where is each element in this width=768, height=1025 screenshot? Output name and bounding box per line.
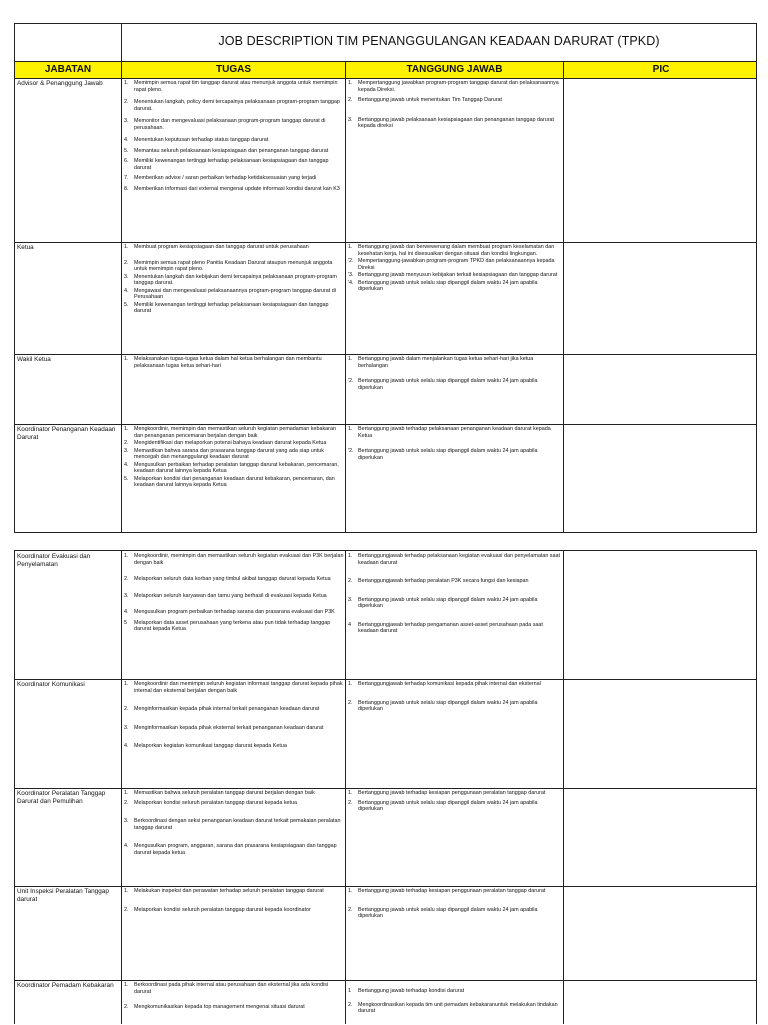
tugas-cell — [122, 887, 344, 913]
item-text: Menginformasikan kepada pihak eksternal terkait penanganan keadaan darurat — [134, 724, 324, 731]
list-item — [122, 274, 344, 287]
item-text: Bertanggung jawab terhadap kesiapan penggunaan peralatan tanggap darurat — [358, 790, 546, 796]
list-item — [346, 681, 562, 688]
item-text: Bertanggungjawab terhadap komunikasi kepada pihak internal dan eksternal — [358, 681, 541, 687]
item-text: Bertanggung jawab dan berwewenang dalam membuat program keselamatan dan kesehatan kerja, hal ini disesuaikan dengan situasi dan kondisi lingkungan. — [358, 244, 555, 257]
item-number: 1. — [348, 80, 353, 86]
item-text: Bertanggung jawab untuk selalu siap dipanggil dalam waktu 24 jam apabila diperlukan — [358, 596, 538, 609]
list-item — [122, 158, 344, 171]
table-row — [15, 789, 756, 886]
list-item — [346, 97, 562, 104]
item-number: 1. — [124, 790, 129, 796]
item-text: Melaporkan seluruh data korban yang timbul akibat tanggap darurat kepada Ketua — [134, 576, 331, 582]
list-item — [122, 790, 344, 797]
list-item — [122, 175, 344, 182]
jabatan-cell: Ketua — [17, 244, 34, 251]
list-item — [122, 137, 344, 144]
jabatan-cell: Koordinator Komunikasi — [17, 681, 85, 688]
item-text: Bertanggungjawab terhadap peralatan P3K secara fungsi dan kesiapan — [358, 578, 529, 584]
header-tanggung-jawab: TANGGUNG JAWAB — [406, 64, 503, 75]
item-number: 7. — [124, 175, 129, 181]
item-text: Mengusulkan program perbaikan terhadap sarana dan prasarana evakuasi dan P3K — [134, 609, 335, 615]
list-item — [346, 117, 562, 130]
item-number: 6. — [124, 158, 129, 164]
item-number: 2. — [348, 578, 353, 584]
item-number: 1. — [348, 888, 353, 894]
item-number: 3. — [124, 818, 129, 824]
item-number: 4. — [124, 843, 129, 849]
tugas-cell — [122, 981, 344, 1011]
list-item — [122, 302, 344, 315]
item-number: 2. — [124, 576, 129, 582]
list-item — [122, 706, 344, 713]
item-number: 2. — [124, 906, 129, 913]
table-row — [15, 355, 756, 424]
item-text: Memantau seluruh pelaksanaan kesiapsiagaan dan penanganan tanggap darurat — [134, 147, 329, 154]
item-text: Mengidentifikasi dan melaporkan potensi bahaya keadaan darurat kepada Ketua — [134, 440, 327, 446]
item-number: 2. — [124, 799, 129, 806]
item-text: Bertanggung jawab terhadap kondisi darurat — [358, 988, 465, 994]
item-number: 5. — [124, 301, 129, 308]
tugas-cell — [122, 425, 344, 489]
item-text: Mengkoordinir dan memimpin seluruh kegiatan informasi tanggap darurat kepada pihak internal dan eksternal berjalan dengan baik — [134, 681, 343, 694]
list-item — [122, 476, 344, 489]
item-text: Menginformasikan kepada pihak internal terkait penanganan keadaan darurat — [134, 706, 320, 712]
tanggung-jawab-cell — [346, 243, 562, 293]
item-text: Mengusulkan perbaikan terhadap peralatan tanggap darurat kebakaran, pencemaran, keadaan darurat lainnya kepada Ketua — [134, 461, 339, 474]
list-item — [122, 448, 344, 461]
tugas-cell — [122, 789, 344, 856]
item-text: Bertanggung jawab untuk selalu siap dipanggil dalam waktu 24 jam apabila diperlukan — [358, 378, 538, 391]
jabatan-cell: Advisor & Penanggung Jawab — [17, 80, 103, 87]
list-item — [346, 80, 562, 93]
list-item — [346, 907, 562, 920]
item-number: '2. — [348, 258, 354, 264]
table-row — [15, 79, 756, 242]
table-page-2 — [14, 550, 757, 1024]
item-text: Melaporkan kondisi dari penanganan keadaan darurat kebakaran, pencemaran, dan keadaan darurat lainnya kepada Ketua — [134, 475, 335, 488]
tanggung-jawab-cell — [346, 981, 562, 1015]
item-number: 2. — [348, 699, 353, 706]
item-text: Mengkoordinir, memimpin dan memastikan seluruh kegiatan pemadaman kebakaran dan penanganan pencemaran berjalan dengan baik — [134, 426, 336, 439]
item-number: 1. — [124, 982, 129, 988]
list-item — [346, 790, 562, 797]
tugas-cell — [122, 552, 344, 633]
list-item — [122, 743, 344, 750]
item-text: Bertanggung jawab terhadap kesiapan penggunaan peralatan tanggap darurat — [358, 888, 546, 894]
header-pic: PIC — [652, 64, 670, 75]
table-row — [15, 425, 756, 533]
item-number: 2. — [348, 799, 353, 806]
item-text: Bertanggung jawab untuk selalu siap dipanggil dalam waktu 24 jam apabila diperlukan — [358, 448, 538, 461]
list-item — [122, 818, 344, 831]
item-number: 3. — [124, 724, 129, 731]
item-number: 2. — [124, 440, 129, 446]
item-text: Menentukan langkah dan kebijakan demi tercapainya pelaksanaan program-program tanggap darurat. — [134, 273, 337, 286]
item-text: Memonitor dan mengevaluasi pelaksanaan program-program tanggap darurat di perusahaan. — [134, 118, 326, 131]
list-item — [346, 597, 562, 610]
item-number: 1. — [124, 244, 129, 250]
jabatan-cell: Unit Inspeksi Peralatan Tanggap darurat — [17, 888, 109, 903]
list-item — [346, 1002, 562, 1015]
item-number: 3. — [348, 596, 353, 603]
item-text: Mengusulkan program, anggaran, sarana dan prasarana kesiapsiagaan dan tanggap darurat kepada ketua — [134, 843, 337, 856]
item-number: 1. — [348, 356, 353, 362]
list-item — [122, 553, 344, 566]
item-number: 1. — [348, 553, 353, 559]
list-item — [122, 356, 344, 369]
item-text: Bertanggung jawab untuk selalu siap dipanggil dalam waktu 24 jam apabila diperlukan — [358, 799, 538, 812]
list-item — [122, 80, 344, 93]
item-text: Mengkomunikasikan kepada top management mengenai situasi darurat — [134, 1004, 305, 1010]
item-text: Melaporkan seluruh karyawan dan tamu yang berhasil di evakuasi kepada Ketua — [134, 592, 327, 599]
page-title: JOB DESCRIPTION TIM PENANGGULANGAN KEADAAN DARURAT (TPKD) — [218, 34, 660, 48]
list-item — [122, 681, 344, 694]
list-item — [122, 118, 344, 131]
item-text: Berkoordinasi dengan seksi penanganan keadaan darurat terkait pemakaian peralatan tanggap darurat — [134, 818, 341, 831]
item-text: Memberikan informasi dari external mengenai update informasi kondisi darurat kan K3 — [134, 185, 340, 192]
jabatan-cell: Koordinator Evakuasi dan Penyelamatan — [17, 553, 91, 568]
list-item — [346, 800, 562, 813]
list-item — [122, 609, 344, 616]
item-text: Bertanggungjawab terhadap pengamanan asset-asset perusahaan pada saat keadaan darurat — [358, 621, 543, 634]
item-text: Melakukan inspeksi dan perawatan terhadap seluruh peralatan tanggap darurat — [134, 888, 324, 894]
item-text: Melaporkan data asset perusahaan yang terkena atau pun tidak terhadap tanggap darurat kepada Ketua — [134, 619, 331, 632]
list-item — [346, 578, 562, 585]
list-item — [346, 553, 562, 566]
item-number: 4. — [124, 287, 129, 294]
list-item — [122, 1004, 344, 1011]
item-text: Menentukan keputusan terhadap status tanggap darurat — [134, 137, 269, 143]
list-item — [122, 426, 344, 439]
tanggung-jawab-cell — [346, 887, 562, 920]
item-number: 3. — [124, 592, 129, 599]
list-item — [346, 448, 562, 461]
item-number: 2. — [124, 259, 129, 266]
item-number: 2. — [124, 706, 129, 712]
item-number: '3. — [348, 272, 354, 278]
item-text: Bertanggung jawab untuk selalu siap dipanggil dalam waktu 24 jam apabila diperlukan — [358, 279, 538, 292]
item-number: 2. — [124, 1004, 129, 1010]
item-text: Bertanggung jawab menyusun kebijakan terkait kesiapsiagaan dan tanggap darurat — [358, 272, 558, 278]
item-number: 3. — [348, 116, 353, 123]
list-item — [122, 440, 344, 447]
item-number: 4 — [348, 621, 351, 628]
item-number: 4. — [124, 461, 129, 468]
jabatan-cell: Koordinator Pemadam Kebakaran — [17, 982, 114, 989]
item-number: 1. — [124, 80, 129, 86]
item-text: Memastikan bahwa seluruh peralatan tanggap darurat berjalan dengan baik — [134, 790, 315, 796]
item-text: Berkoordinasi pada pihak internal atau perusahaan dan eksternal jika ada kondisi darurat — [134, 982, 329, 995]
list-item — [346, 426, 562, 439]
table-header — [15, 62, 756, 78]
item-number: 2. — [348, 97, 353, 103]
list-item — [122, 148, 344, 155]
table-row — [15, 552, 756, 679]
item-number: 4. — [124, 609, 129, 615]
item-text: Mengawasi dan mengevaluasi pelaksanaannya program-program tanggap darurat di Perusahaan — [134, 287, 336, 300]
list-item — [122, 982, 344, 995]
header-tugas: TUGAS — [216, 64, 251, 75]
item-number: 1 — [348, 988, 351, 994]
item-text: Membuat program kesiapsiagaan dan tanggap darurat untuk perusahaan — [134, 244, 309, 250]
item-text: Mempertanggung jawabkan program-program tanggap darurat dan pelaksanaannya kepada Direksi. — [358, 80, 559, 93]
item-text: Memiliki kewenangan tertinggi terhadap pelaksanaan kesiapsiagaan dan tanggap darurat — [134, 158, 329, 171]
item-text: Bertanggung jawab untuk menentukan Tim Tanggap Darurat — [358, 97, 503, 103]
tanggung-jawab-cell — [346, 355, 562, 391]
item-number: 8. — [124, 185, 129, 192]
tugas-cell — [122, 680, 344, 750]
item-number: 4. — [124, 743, 129, 749]
jabatan-cell: Wakil Ketua — [17, 356, 51, 363]
list-item — [346, 280, 562, 293]
item-number: 5. — [124, 475, 129, 482]
item-text: Memiliki kewenangan tertinggi terhadap pelaksanaan kesiapsiagaan dan tanggap darurat — [134, 301, 329, 314]
item-text: Memimpin semua rapat tim tanggap darurat atau menunjuk anggota untuk memimpin rapat pleno. — [134, 80, 338, 93]
tugas-cell — [122, 79, 344, 192]
table-page-1 — [14, 23, 757, 533]
item-text: Mengkoordinasikan kepada tim unit pemadam kebakaranuntuk melakukan tindakan darurat — [358, 1001, 558, 1014]
item-number: '2. — [348, 378, 354, 384]
list-item — [122, 725, 344, 732]
item-number: 1. — [124, 356, 129, 362]
list-item — [122, 244, 344, 251]
item-text: Memberikan advise / saran perbaikan terhadap ketidaksesuaian yang terjadi — [134, 175, 317, 181]
list-item — [122, 593, 344, 600]
item-number: 3. — [124, 118, 129, 124]
item-number: 2. — [124, 99, 129, 105]
item-number: 3. — [124, 273, 129, 280]
list-item — [122, 288, 344, 301]
list-item — [346, 272, 562, 279]
list-item — [346, 988, 562, 995]
item-text: Menentukan langkah, policy demi tercapainya pelaksanaan program-program tanggap darurat. — [134, 99, 340, 112]
item-number: 1. — [348, 426, 353, 432]
tanggung-jawab-cell — [346, 552, 562, 635]
item-number: 5. — [124, 147, 129, 154]
item-number: 1. — [124, 888, 129, 894]
list-item — [122, 260, 344, 273]
item-text: Bertanggung jawab untuk selalu siap dipanggil dalam waktu 24 jam apabila diperlukan — [358, 699, 538, 712]
item-number: 2. — [348, 1001, 353, 1008]
tugas-cell — [122, 355, 344, 369]
list-item — [346, 378, 562, 391]
jabatan-cell: Koordinator Peralatan Tanggap Darurat dan Pemulihan — [17, 790, 106, 805]
item-number: 1. — [348, 244, 353, 250]
list-item — [122, 99, 344, 112]
header-jabatan: JABATAN — [44, 64, 92, 75]
item-text: Mempertanggung-jawabkan program-program TPKD dan pelaksanaannya kepada Direksi — [358, 258, 555, 271]
tanggung-jawab-cell — [346, 79, 562, 130]
list-item — [346, 622, 562, 635]
item-number: 5 — [124, 619, 127, 626]
item-text: Melaksanakan tugas-tugas ketua dalam hal ketua berhalangan dan membantu pelaksanaan tugas ketua sehari-hari — [134, 356, 322, 369]
item-text: Melaporkan kondisi seluruh peralatan tanggap darurat kepada koordinator — [134, 906, 311, 913]
item-number: '2. — [348, 448, 354, 454]
list-item — [122, 576, 344, 583]
list-item — [346, 356, 562, 369]
list-item — [122, 186, 344, 193]
item-number: 4. — [124, 137, 129, 143]
table-row — [15, 887, 756, 980]
list-item — [122, 907, 344, 914]
table-row — [15, 981, 756, 1025]
item-number: 1. — [348, 681, 353, 687]
item-text: Mengkoordinir, memimpin dan memastikan seluruh kegiatan evakuasi dan P3K berjalan dengan baik — [134, 553, 344, 566]
item-text: Memimpin semua rapat pleno Panitia Keadaan Darurat ataupun menunjuk anggota untuk memimpin rapat pleno. — [134, 259, 333, 272]
list-item — [122, 462, 344, 475]
table-row — [15, 243, 756, 354]
list-item — [346, 258, 562, 271]
item-text: Melaporkan kegiatan komunikasi tanggap darurat kepada Ketua — [134, 743, 287, 749]
list-item — [122, 800, 344, 807]
item-number: 3. — [124, 447, 129, 454]
item-number: '4. — [348, 279, 354, 286]
item-text: Bertanggungjawab terhadap pelaksanaan kegiatan evakuasi dan penyelamatan saat keadaan darurat — [358, 553, 560, 566]
item-number: 2. — [348, 906, 353, 913]
tanggung-jawab-cell — [346, 789, 562, 813]
list-item — [346, 244, 562, 257]
list-item — [122, 888, 344, 895]
item-text: Bertanggung jawab dalam menjalankan tugas ketua sehari-hari jika ketua berhalangan — [358, 356, 534, 369]
item-text: Memastikan bahwa sarana dan prasarana tanggap darurat yang ada siap untuk mencegah dan menanggulangi keadaan darurat — [134, 447, 324, 460]
jabatan-cell: Koordinator Penanganan Keadaan Darurat — [17, 426, 116, 441]
list-item — [346, 700, 562, 713]
item-number: 1. — [348, 790, 353, 796]
list-item — [122, 620, 344, 633]
list-item — [346, 888, 562, 895]
tugas-cell — [122, 243, 344, 315]
list-item — [122, 843, 344, 856]
item-number: 1. — [124, 426, 129, 432]
item-text: Bertanggung jawab terhadap pelaksanaan penanganan keadaan darurat kepada Ketua — [358, 426, 551, 439]
table-row — [15, 680, 756, 788]
item-number: 1. — [124, 553, 129, 559]
tanggung-jawab-cell — [346, 425, 562, 461]
item-number: 1. — [124, 681, 129, 687]
item-text: Bertanggung jawab untuk selalu siap dipanggil dalam waktu 24 jam apabila diperlukan — [358, 906, 538, 919]
item-text: Bertanggung jawab pelaksanaan kesiapsiagaan dan penanganan tanggap darurat kepada direksi — [358, 116, 555, 129]
item-text: Melaporkan kondisi seluruh peralatan tanggap darurat kepada ketua — [134, 799, 298, 806]
tanggung-jawab-cell — [346, 680, 562, 713]
